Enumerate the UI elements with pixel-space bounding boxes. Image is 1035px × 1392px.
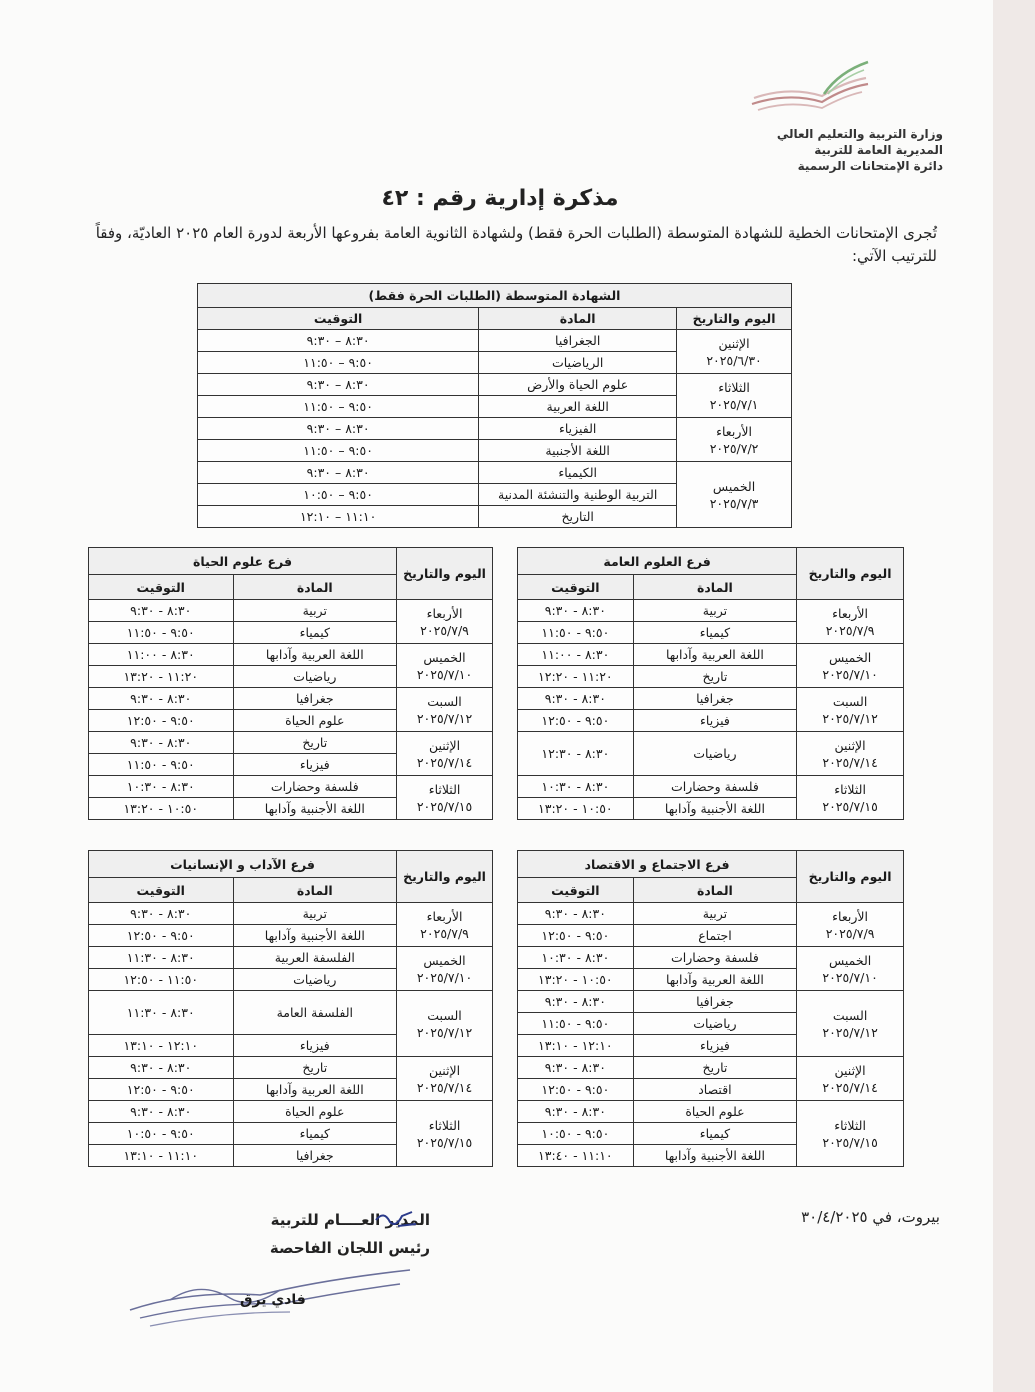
initial-signature-mark — [372, 1206, 422, 1232]
table-row — [89, 1101, 493, 1123]
subject-cell: تاريخ — [633, 1057, 796, 1079]
subject-cell: اللغة الأجنبية وآدابها — [633, 1145, 796, 1167]
subject-cell: اللغة العربية وآدابها — [233, 644, 397, 666]
handwritten-signature — [110, 1240, 430, 1340]
day-name: الأربعاء — [426, 908, 463, 924]
time-cell: ٩:٥٠ - ١٢:٥٠ — [518, 710, 634, 732]
subject-cell: علوم الحياة والأرض — [479, 374, 677, 396]
subject-cell: فلسفة وحضارات — [633, 947, 796, 969]
time-cell: ٨:٣٠ - ٩:٣٠ — [518, 903, 634, 925]
table-row — [198, 330, 792, 352]
day-date-cell — [397, 688, 493, 732]
memo-title: مذكرة إدارية رقم : ٤٢ — [381, 186, 619, 211]
ministry-name: وزارة التربية والتعليم العالي — [776, 127, 943, 141]
subject-cell: جغرافيا — [633, 688, 796, 710]
day-date-cell — [797, 732, 904, 776]
subject-header: المادة — [633, 575, 796, 600]
exam-date: ٢٠٢٥/٧/١٢ — [822, 1024, 878, 1040]
time-cell: ٩:٥٠ - ١٢:٥٠ — [89, 1079, 234, 1101]
time-header: التوقيت — [198, 308, 479, 330]
exam-date: ٢٠٢٥/٧/١٤ — [822, 754, 878, 770]
exam-date: ٢٠٢٥/٧/١٥ — [416, 1134, 473, 1150]
exam-date: ٢٠٢٥/٧/١ — [709, 396, 759, 412]
time-cell: ٩:٥٠ – ١١:٥٠ — [198, 440, 479, 462]
table-row — [198, 462, 792, 484]
time-cell: ١١:١٠ – ١٢:١٠ — [198, 506, 479, 528]
subject-cell: علوم الحياة — [233, 1101, 397, 1123]
time-cell: ٨:٣٠ - ١٠:٣٠ — [89, 776, 234, 798]
schedule-table — [517, 850, 904, 1167]
subject-cell: الفلسفة العامة — [233, 991, 397, 1035]
time-cell: ٨:٣٠ - ١١:٠٠ — [518, 644, 634, 666]
day-name: الخميس — [828, 952, 872, 968]
time-cell: ٨:٣٠ - ٩:٣٠ — [518, 688, 634, 710]
time-cell: ٨:٣٠ - ٩:٣٠ — [89, 732, 234, 754]
subject-header: المادة — [233, 878, 397, 903]
subject-cell: اللغة العربية وآدابها — [633, 969, 796, 991]
day-name: السبت — [427, 693, 462, 709]
subject-cell: جغرافيا — [633, 991, 796, 1013]
subject-cell: فيزياء — [233, 754, 397, 776]
general-sciences-table — [517, 547, 904, 820]
day-name: الأربعاء — [832, 908, 868, 924]
subject-cell: فيزياء — [633, 710, 796, 732]
time-cell: ١٠:٥٠ - ١٣:٢٠ — [518, 969, 634, 991]
day-name: الإثنين — [428, 737, 461, 753]
subject-cell: فيزياء — [233, 1035, 397, 1057]
time-cell: ٩:٥٠ - ١١:٥٠ — [89, 622, 234, 644]
exam-date: ٢٠٢٥/٧/١٢ — [416, 1024, 473, 1040]
signatory-title: المدير العــــام للتربية — [270, 1211, 430, 1229]
day-name: الخميس — [828, 649, 872, 665]
table-row — [518, 776, 904, 798]
table-row — [518, 732, 904, 776]
place-date: بيروت، في ٣٠/٤/٢٠٢٥ — [801, 1208, 940, 1226]
subject-cell: اجتماع — [633, 925, 796, 947]
time-cell: ١١:٢٠ - ١٢:٢٠ — [518, 666, 634, 688]
day-name: الأربعاء — [426, 605, 463, 621]
subject-cell: فلسفة وحضارات — [233, 776, 397, 798]
subject-cell: فلسفة وحضارات — [633, 776, 796, 798]
subject-cell: اللغة العربية وآدابها — [633, 644, 796, 666]
subject-cell: تربية — [633, 903, 796, 925]
subject-cell: الفلسفة العربية — [233, 947, 397, 969]
day-name: الثلاثاء — [428, 781, 461, 797]
page-edge — [993, 0, 1035, 1392]
subject-header: المادة — [479, 308, 677, 330]
day-name: السبت — [832, 693, 868, 709]
day-date-cell — [677, 462, 792, 528]
exam-date: ٢٠٢٥/٧/٣ — [709, 495, 759, 511]
time-cell: ٨:٣٠ - ١٠:٣٠ — [518, 947, 634, 969]
time-cell: ٩:٥٠ - ١٠:٥٠ — [518, 1123, 634, 1145]
subject-cell: كيمياء — [233, 622, 397, 644]
subject-cell: علوم الحياة — [233, 710, 397, 732]
branch-title: فرع الاجتماع و الاقتصاد — [518, 851, 797, 878]
exam-date: ٢٠٢٥/٧/١٢ — [416, 710, 473, 726]
subject-cell: رياضيات — [633, 732, 796, 776]
day-date-header: اليوم والتاريخ — [397, 851, 493, 903]
time-header: التوقيت — [518, 878, 634, 903]
subject-cell: الرياضيات — [479, 352, 677, 374]
life-sciences-table — [88, 547, 493, 820]
day-date-cell — [797, 644, 904, 688]
day-date-header: اليوم والتاريخ — [797, 851, 904, 903]
table-row — [518, 1101, 904, 1123]
subject-cell: التاريخ — [479, 506, 677, 528]
time-cell: ٩:٥٠ - ١١:٥٠ — [89, 754, 234, 776]
exam-date: ٢٠٢٥/٦/٣٠ — [706, 352, 762, 368]
day-date-cell — [397, 1101, 493, 1167]
exam-date: ٢٠٢٥/٧/١٠ — [416, 666, 473, 682]
day-date-cell — [397, 600, 493, 644]
day-name: الخميس — [423, 649, 466, 665]
time-cell: ٨:٣٠ - ٩:٣٠ — [518, 991, 634, 1013]
time-cell: ٨:٣٠ - ١١:٣٠ — [89, 991, 234, 1035]
day-date-cell — [677, 330, 792, 374]
time-cell: ١١:٢٠ - ١٣:٢٠ — [89, 666, 234, 688]
time-cell: ٨:٣٠ - ٩:٣٠ — [518, 1057, 634, 1079]
day-date-header: اليوم والتاريخ — [797, 548, 904, 600]
day-name: الإثنين — [834, 1062, 866, 1078]
social-economics-table — [517, 850, 904, 1167]
day-date-cell — [797, 1057, 904, 1101]
day-date-cell — [397, 1057, 493, 1101]
branch-title: فرع الآداب و الإنسانيات — [89, 851, 397, 878]
day-date-header: اليوم والتاريخ — [397, 548, 493, 600]
subject-cell: تاريخ — [633, 666, 796, 688]
day-date-cell — [397, 732, 493, 776]
exam-date: ٢٠٢٥/٧/٩ — [825, 622, 875, 638]
day-date-cell — [797, 776, 904, 820]
subject-cell: اللغة العربية — [479, 396, 677, 418]
exam-date: ٢٠٢٥/٧/١٥ — [822, 798, 878, 814]
directorate-name: المديرية العامة للتربية — [814, 143, 943, 157]
time-cell: ٩:٥٠ - ١٢:٥٠ — [518, 1079, 634, 1101]
day-date-cell — [797, 903, 904, 947]
exam-date: ٢٠٢٥/٧/١٠ — [416, 969, 473, 985]
subject-cell: تاريخ — [233, 732, 397, 754]
humanities-table — [88, 850, 493, 1167]
day-name: الثلاثاء — [834, 1117, 866, 1133]
day-date-cell — [797, 1101, 904, 1167]
day-date-cell — [397, 644, 493, 688]
time-cell: ٨:٣٠ - ٩:٣٠ — [89, 1057, 234, 1079]
time-cell: ٨:٣٠ – ٩:٣٠ — [198, 418, 479, 440]
subject-cell: تربية — [233, 903, 397, 925]
exam-date: ٢٠٢٥/٧/١٤ — [416, 754, 473, 770]
subject-cell: اللغة الأجنبية — [479, 440, 677, 462]
subject-cell: كيمياء — [633, 622, 796, 644]
table-row — [518, 903, 904, 925]
day-date-cell — [397, 776, 493, 820]
subject-cell: تربية — [633, 600, 796, 622]
signatory-name: فادي يرق — [240, 1292, 306, 1308]
time-cell: ٨:٣٠ - ٩:٣٠ — [89, 600, 234, 622]
middle-certificate-table — [197, 283, 792, 528]
time-header: التوقيت — [518, 575, 634, 600]
signatory-role: رئيس اللجان الفاحصة — [269, 1239, 430, 1257]
table-row — [89, 903, 493, 925]
subject-cell: كيمياء — [633, 1123, 796, 1145]
time-cell: ٩:٥٠ – ١١:٥٠ — [198, 396, 479, 418]
subject-cell: تربية — [233, 600, 397, 622]
exam-date: ٢٠٢٥/٧/١٥ — [822, 1134, 878, 1150]
subject-cell: فيزياء — [633, 1035, 796, 1057]
time-cell: ٨:٣٠ - ١٢:٣٠ — [518, 732, 634, 776]
day-date-cell — [797, 600, 904, 644]
day-name: الإثنين — [718, 335, 750, 351]
time-cell: ١١:٥٠ - ١٢:٥٠ — [89, 969, 234, 991]
time-cell: ٨:٣٠ - ١١:٣٠ — [89, 947, 234, 969]
day-name: الأربعاء — [716, 423, 752, 439]
day-name: الأربعاء — [832, 605, 868, 621]
day-date-cell — [397, 947, 493, 991]
exam-date: ٢٠٢٥/٧/١٥ — [416, 798, 473, 814]
table-row — [198, 374, 792, 396]
table-row — [518, 688, 904, 710]
branch-title: فرع العلوم العامة — [518, 548, 797, 575]
day-date-cell — [677, 418, 792, 462]
day-date-cell — [397, 903, 493, 947]
time-cell: ٩:٥٠ - ١٢:٥٠ — [518, 925, 634, 947]
time-cell: ٨:٣٠ - ١١:٠٠ — [89, 644, 234, 666]
exam-date: ٢٠٢٥/٧/٢ — [709, 440, 759, 456]
exam-date: ٢٠٢٥/٧/١٠ — [822, 969, 878, 985]
time-cell: ٩:٥٠ - ١١:٥٠ — [518, 1013, 634, 1035]
exam-date: ٢٠٢٥/٧/٩ — [825, 925, 875, 941]
schedule-table — [88, 547, 493, 820]
time-cell: ٩:٥٠ - ١٠:٥٠ — [89, 1123, 234, 1145]
time-cell: ٩:٥٠ - ١١:٥٠ — [518, 622, 634, 644]
time-cell: ٨:٣٠ – ٩:٣٠ — [198, 374, 479, 396]
table-row — [89, 776, 493, 798]
subject-cell: اللغة الأجنبية وآدابها — [633, 798, 796, 820]
time-cell: ٨:٣٠ – ٩:٣٠ — [198, 330, 479, 352]
time-cell: ٨:٣٠ – ٩:٣٠ — [198, 462, 479, 484]
subject-header: المادة — [233, 575, 397, 600]
time-cell: ١٢:١٠ - ١٣:١٠ — [518, 1035, 634, 1057]
exam-date: ٢٠٢٥/٧/١٠ — [822, 666, 878, 682]
exam-date: ٢٠٢٥/٧/١٤ — [822, 1079, 878, 1095]
table-row — [518, 600, 904, 622]
table-row — [518, 991, 904, 1013]
time-cell: ٨:٣٠ - ٩:٣٠ — [89, 903, 234, 925]
table-row — [89, 644, 493, 666]
day-name: الثلاثاء — [834, 781, 866, 797]
day-date-cell — [797, 688, 904, 732]
time-cell: ٩:٥٠ – ١٠:٥٠ — [198, 484, 479, 506]
time-cell: ٨:٣٠ - ٩:٣٠ — [518, 1101, 634, 1123]
subject-header: المادة — [633, 878, 796, 903]
day-name: الخميس — [712, 478, 756, 494]
subject-cell: الفيزياء — [479, 418, 677, 440]
subject-cell: علوم الحياة — [633, 1101, 796, 1123]
subject-cell: تاريخ — [233, 1057, 397, 1079]
table-row — [518, 1057, 904, 1079]
subject-cell: اقتصاد — [633, 1079, 796, 1101]
time-cell: ٨:٣٠ - ١٠:٣٠ — [518, 776, 634, 798]
time-cell: ٨:٣٠ - ٩:٣٠ — [89, 1101, 234, 1123]
table-row — [198, 418, 792, 440]
day-name: السبت — [427, 1007, 462, 1023]
subject-cell: اللغة العربية وآدابها — [233, 1079, 397, 1101]
subject-cell: الكيمياء — [479, 462, 677, 484]
day-name: الثلاثاء — [718, 379, 750, 395]
subject-cell: اللغة الأجنبية وآدابها — [233, 925, 397, 947]
time-cell: ١١:١٠ - ١٣:٤٠ — [518, 1145, 634, 1167]
time-cell: ١١:١٠ - ١٣:١٠ — [89, 1145, 234, 1167]
time-cell: ٨:٣٠ - ٩:٣٠ — [518, 600, 634, 622]
time-cell: ٩:٥٠ - ١٢:٥٠ — [89, 710, 234, 732]
exam-date: ٢٠٢٥/٧/١٢ — [822, 710, 878, 726]
time-cell: ٩:٥٠ - ١٢:٥٠ — [89, 925, 234, 947]
schedule-table — [88, 850, 493, 1167]
subject-cell: التربية الوطنية والتنشئة المدنية — [479, 484, 677, 506]
ministry-header — [683, 126, 943, 174]
day-name: الخميس — [423, 952, 466, 968]
table-row — [518, 947, 904, 969]
day-name: السبت — [832, 1007, 868, 1023]
time-cell: ١٠:٥٠ - ١٣:٢٠ — [89, 798, 234, 820]
table-row — [89, 947, 493, 969]
table-row — [89, 732, 493, 754]
table-row — [518, 644, 904, 666]
day-date-cell — [797, 947, 904, 991]
table-row — [89, 688, 493, 710]
day-date-header: اليوم والتاريخ — [677, 308, 792, 330]
day-date-cell — [797, 991, 904, 1057]
time-cell: ٩:٥٠ – ١١:٥٠ — [198, 352, 479, 374]
ministry-logo — [744, 60, 874, 116]
department-name: دائرة الإمتحانات الرسمية — [797, 159, 943, 173]
exam-date: ٢٠٢٥/٧/١٤ — [416, 1079, 473, 1095]
time-header: التوقيت — [89, 878, 234, 903]
day-date-cell — [397, 991, 493, 1057]
day-date-cell — [677, 374, 792, 418]
day-name: الإثنين — [428, 1062, 461, 1078]
subject-cell: الجغرافيا — [479, 330, 677, 352]
table-title: الشهادة المتوسطة (الطلبات الحرة فقط) — [198, 284, 792, 308]
subject-cell: جغرافيا — [233, 688, 397, 710]
memo-intro: تُجرى الإمتحانات الخطية للشهادة المتوسطة (الطلبات الحرة فقط) ولشهادة الثانوية العامة بفروعها الأربعة لدورة العام ٢٠٢٥ العاديّة، وفقاً للترتيب الآتي: — [95, 224, 937, 265]
exam-date: ٢٠٢٥/٧/٩ — [420, 622, 469, 638]
table-row — [89, 1057, 493, 1079]
time-cell: ٨:٣٠ - ٩:٣٠ — [89, 688, 234, 710]
subject-cell: رياضيات — [633, 1013, 796, 1035]
day-name: الثلاثاء — [428, 1117, 461, 1133]
schedule-table — [197, 283, 792, 528]
subject-cell: اللغة الأجنبية وآدابها — [233, 798, 397, 820]
time-cell: ١٠:٥٠ - ١٣:٢٠ — [518, 798, 634, 820]
exam-date: ٢٠٢٥/٧/٩ — [420, 925, 469, 941]
table-row — [89, 600, 493, 622]
table-row — [89, 991, 493, 1035]
subject-cell: رياضيات — [233, 666, 397, 688]
day-name: الإثنين — [834, 737, 866, 753]
time-cell: ١٢:١٠ - ١٣:١٠ — [89, 1035, 234, 1057]
time-header: التوقيت — [89, 575, 234, 600]
subject-cell: كيمياء — [233, 1123, 397, 1145]
subject-cell: جغرافيا — [233, 1145, 397, 1167]
branch-title: فرع علوم الحياة — [89, 548, 397, 575]
subject-cell: رياضيات — [233, 969, 397, 991]
schedule-table — [517, 547, 904, 820]
